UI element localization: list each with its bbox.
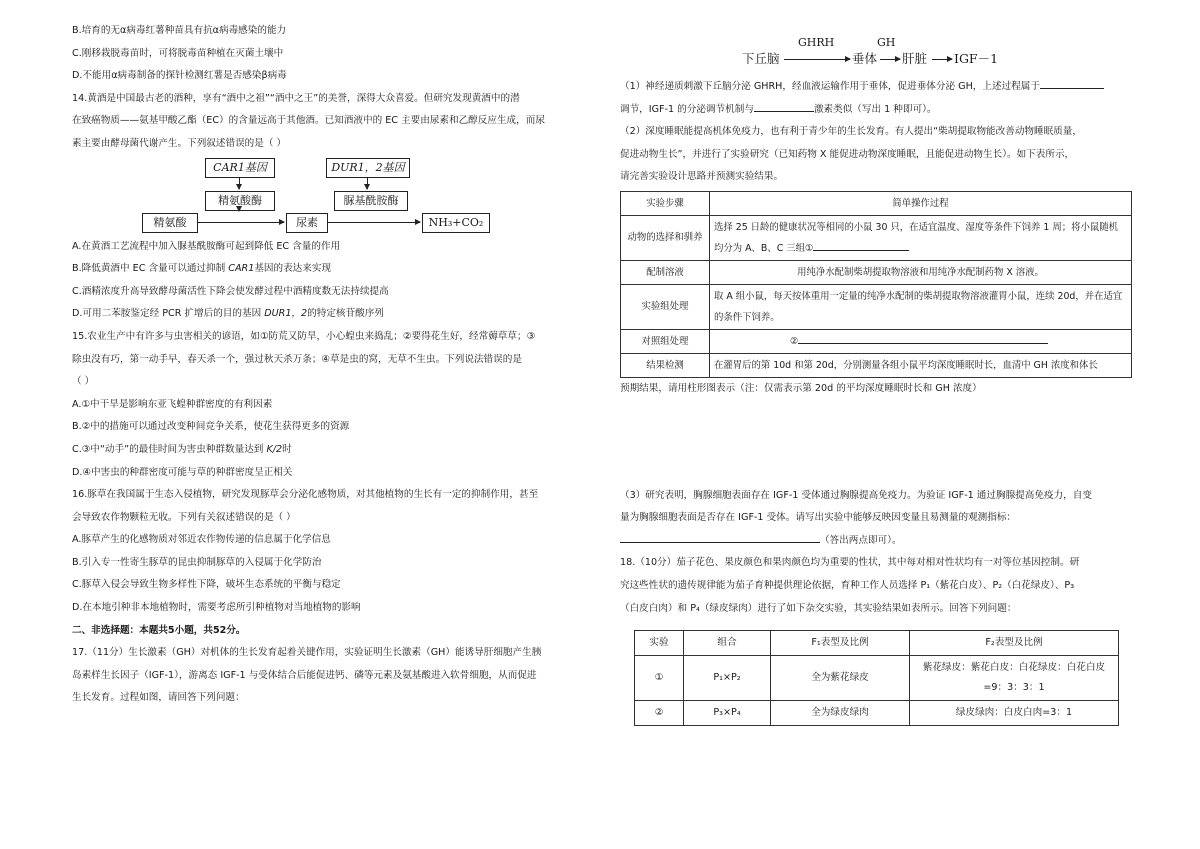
pathway-igf1: IGF－1 — [954, 51, 999, 66]
q17-3-line: 量为胸腺细胞表面是否存在 IGF-1 受体。请写出实验中能够反映因变量且易测量的观测指标： — [620, 512, 1017, 524]
hormone-pathway — [620, 18, 1132, 76]
table-cell-content: ② — [710, 329, 1132, 353]
table-header-cell: F₁表型及比例 — [771, 631, 910, 656]
q14-option-a: A.在黄酒工艺流程中加入脲基酰胺酶可起到降低 EC 含量的作用 — [72, 240, 341, 252]
q14-option-c: C.酒精浓度升高导致酵母菌活性下降会使发酵过程中酒精度数无法持续提高 — [72, 285, 389, 297]
q13-option-b: B.培育的无α病毒红薯种苗具有抗α病毒感染的能力 — [72, 25, 287, 36]
table-cell: 全为紫花绿皮 — [771, 656, 910, 701]
q17-2-line: 促进动物生长”，并进行了实验研究（已知药物 X 能促进动物深度睡眠，且能促进动物生长）。如下表所示， — [620, 148, 1075, 160]
table-cell: 全为绿皮绿肉 — [771, 701, 910, 726]
table-cell-content: 用纯净水配制柴胡提取物溶液和用纯净水配制药物 X 溶液。 — [710, 260, 1132, 284]
q14-option-d: D.可用二苯胺鉴定经 PCR 扩增后的目的基因 DUR1，2的特定核苷酸序列 — [72, 308, 384, 320]
table-row — [621, 260, 1132, 284]
table-header-cell: F₂表型及比例 — [910, 631, 1119, 656]
table-cell: P₁×P₂ — [684, 656, 771, 701]
pathway-pituitary: 垂体 — [852, 51, 878, 66]
experiment-table — [620, 191, 1132, 378]
q14-stem-line: 14.黄酒是中国最古老的酒种，享有“酒中之祖”“酒中之王”的美誉，深得大众喜爱。但研究发现黄酒中的潜 — [72, 92, 520, 104]
cross-results-table — [634, 630, 1119, 726]
table-cell-content: 在灌胃后的第 10d 和第 20d，分别测量各组小鼠平均深度睡眠时长，血清中 GH 浓度和体长 — [710, 353, 1132, 377]
q17-3-line: （答出两点即可）。 — [620, 530, 1132, 553]
q15-stem-line: （ ） — [72, 376, 95, 388]
table-row — [621, 284, 1132, 329]
pathway-hypothalamus: 下丘脑 — [742, 51, 780, 66]
q14-stem-line: 素主要由酵母菌代谢产生。下列叙述错误的是（ ） — [72, 137, 287, 149]
table-header-row — [621, 191, 1132, 215]
table-header-cell: 组合 — [684, 631, 771, 656]
answer-blank[interactable] — [798, 332, 1048, 344]
q17-stem-line: 17.（11分）生长激素（GH）对机体的生长发育起着关键作用，实验证明生长激素（GH）能诱导肝细胞产生胰 — [72, 647, 542, 659]
urea-amidolyase-box: 脲基酰胺酶 — [334, 191, 408, 211]
pathway-arrow-3 — [932, 59, 952, 60]
q14-option-b: B.降低黄酒中 EC 含量可以通过抑制 CAR1基因的表达来实现 — [72, 263, 332, 275]
urea-box: 尿素 — [286, 213, 328, 233]
arginine-box: 精氨酸 — [142, 213, 198, 233]
q16-option-d: D.在本地引种非本地植物时，需要考虑所引种植物对当地植物的影响 — [72, 602, 361, 614]
q15-stem-line: 15.农业生产中有许多与虫害相关的谚语，如①防荒又防旱，小心蝗虫来捣乱；②要得花生好，经常薅草草；③ — [72, 330, 536, 342]
table-cell: 紫花绿皮：紫花白皮：白花绿皮：白花白皮=9：3：3：1 — [910, 656, 1119, 701]
table-cell: 绿皮绿肉：白皮白肉=3：1 — [910, 701, 1119, 726]
q17-stem-line: 生长发育。过程如图，请回答下列问题： — [72, 692, 245, 704]
table-row — [635, 701, 1119, 726]
answer-blank[interactable] — [813, 239, 909, 251]
car1-gene-box: CAR1基因 — [205, 158, 275, 178]
answer-blank[interactable] — [754, 100, 814, 112]
q18-stem-line: （白皮白肉）和 P₄（绿皮绿肉）进行了如下杂交实验，其实验结果如表所示。回答下列问题： — [620, 602, 1017, 614]
table-header-cell: 简单操作过程 — [710, 191, 1132, 215]
table-row — [621, 329, 1132, 353]
table-cell-step: 配制溶液 — [621, 260, 710, 284]
q17-2-line: 请完善实验设计思路并预测实验结果。 — [620, 171, 784, 183]
pathway-label-gh: GH — [877, 36, 896, 49]
table-cell: ② — [635, 701, 684, 726]
table-row — [621, 353, 1132, 377]
q17-result-prompt: 预期结果，请用柱形图表示（注：仅需表示第 20d 的平均深度睡眠时长和 GH 浓度） — [620, 382, 982, 394]
q13-option-d: D.不能用α病毒制备的探针检测红薯是否感染β病毒 — [72, 70, 287, 82]
q15-option-c: C.③中“动手”的最佳时间为害虫种群数量达到 K/2时 — [72, 443, 292, 455]
q15-option-b: B.②中的措施可以通过改变种间竞争关系，使花生获得更多的资源 — [72, 421, 350, 433]
chart-answer-space[interactable] — [620, 401, 1132, 485]
table-cell: P₃×P₄ — [684, 701, 771, 726]
dur1-gene-box: DUR1，2基因 — [326, 158, 410, 178]
left-column — [72, 20, 584, 710]
pathway-arrow-1 — [784, 59, 850, 60]
table-cell-step: 实验组处理 — [621, 284, 710, 329]
q15-option-d: D.④中害虫的种群密度可能与草的种群密度呈正相关 — [72, 466, 293, 478]
q17-stem-line: 岛素样生长因子（IGF-1），游离态 IGF-1 与受体结合后能促进钙、磷等元素及氨基酸进入软骨细胞，从而促进 — [72, 669, 537, 681]
pathway-liver: 肝脏 — [902, 51, 928, 66]
table-cell: ① — [635, 656, 684, 701]
answer-blank[interactable] — [1040, 77, 1104, 89]
q17-3-line: （3）研究表明，胸腺细胞表面存在 IGF-1 受体通过胸腺提高免疫力。为验证 IGF-1 通过胸腺提高免疫力，自变 — [620, 489, 1092, 501]
table-cell-content: 取 A 组小鼠，每天按体重用一定量的纯净水配制的柴胡提取物溶液灌胃小鼠，连续 20d，并在适宜的条件下饲养。 — [710, 284, 1132, 329]
q16-option-b: B.引入专一性寄生豚草的昆虫抑制豚草的入侵属于化学防治 — [72, 556, 322, 568]
section-title: 二、非选择题：本题共5小题，共52分。 — [72, 624, 246, 636]
q16-stem-line: 会导致农作物颗粒无收。下列有关叙述错误的是（ ） — [72, 511, 296, 523]
q18-stem-line: 18.（10分）茄子花色、果皮颜色和果肉颜色均为重要的性状，其中每对相对性状均有一对等位基因控制。研 — [620, 557, 1080, 569]
table-cell-step: 对照组处理 — [621, 329, 710, 353]
products-box: NH₃+CO₂ — [422, 213, 490, 233]
table-header-cell: 实验 — [635, 631, 684, 656]
pathway-label-ghrh: GHRH — [798, 36, 835, 49]
arrow-right-2 — [328, 222, 420, 223]
arrow-down-1 — [239, 178, 240, 189]
table-row — [635, 656, 1119, 701]
q16-option-c: C.豚草入侵会导致生物多样性下降，破坏生态系统的平衡与稳定 — [72, 579, 341, 591]
table-cell-step: 结果检测 — [621, 353, 710, 377]
table-header-row — [635, 631, 1119, 656]
q16-option-a: A.豚草产生的化感物质对邻近农作物传递的信息属于化学信息 — [72, 534, 331, 546]
pathway-arrow-2 — [880, 59, 900, 60]
right-column — [620, 18, 1132, 726]
q18-stem-line: 究这些性状的遗传规律能为茄子育种提供理论依据，育种工作人员选择 P₁（紫花白皮）、P₂（白花绿皮）、P₃ — [620, 579, 1075, 591]
q17-2-line: （2）深度睡眠能提高机体免疫力，也有利于青少年的生长发育。有人提出“柴胡提取物能改善动物睡眠质量， — [620, 126, 1082, 138]
q14-diagram — [72, 158, 584, 232]
q15-option-a: A.①中干旱是影响东亚飞蝗种群密度的有利因素 — [72, 398, 273, 410]
table-header-cell: 实验步骤 — [621, 191, 710, 215]
q17-1-line: 调节，IGF-1 的分泌调节机制与 激素类似（写出 1 种即可）。 — [620, 99, 1132, 122]
answer-blank[interactable] — [620, 531, 820, 543]
table-row — [621, 215, 1132, 260]
q15-stem-line: 除虫没有巧，第一动手早，春天杀一个，强过秋天杀万条；④草是虫的窝，无草不生虫。下列说法错误的是 — [72, 353, 522, 365]
arrow-down-2 — [367, 178, 368, 189]
table-cell-step: 动物的选择和驯养 — [621, 215, 710, 260]
arrow-right-1 — [198, 222, 284, 223]
q16-stem-line: 16.豚草在我国属于生态入侵植物，研究发现豚草会分泌化感物质，对其他植物的生长有一定的抑制作用，甚至 — [72, 489, 539, 501]
table-cell-content: 选择 25 日龄的健康状况等相同的小鼠 30 只，在适宜温度、湿度等条件下饲养 1 周；将小鼠随机均分为 A、B、C 三组① — [710, 215, 1132, 260]
q17-1-line: （1）神经递质刺激下丘脑分泌 GHRH，经血液运输作用于垂体，促进垂体分泌 GH，上述过程属于 — [620, 76, 1132, 99]
q14-stem-line: 在致癌物质——氨基甲酸乙酯（EC）的含量远高于其他酒。已知酒液中的 EC 主要由尿素和乙醇反应生成，而尿 — [72, 115, 545, 127]
arginase-box: 精氨酸酶 — [205, 191, 275, 211]
q13-option-c: C.刚移栽脱毒苗时，可将脱毒苗种植在灭菌土壤中 — [72, 47, 284, 59]
